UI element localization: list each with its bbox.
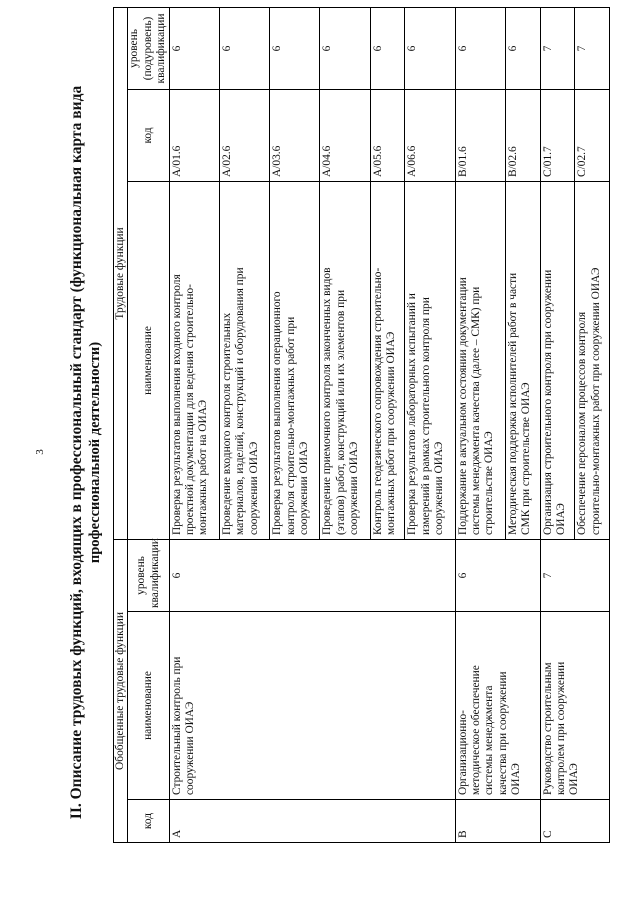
function-level: 6: [270, 7, 320, 89]
function-level: 7: [540, 7, 575, 89]
function-code: A/02.6: [219, 89, 269, 181]
function-code: C/01.7: [540, 89, 575, 181]
function-level: 6: [370, 7, 405, 89]
header-row-2: [128, 7, 169, 842]
table-row: [169, 7, 219, 842]
function-name: Проведение приемочного контроля законченных видов (этапов) работ, конструкций или их элементов при сооружении ОИАЭ: [320, 181, 370, 539]
function-level: 6: [320, 7, 370, 89]
table-row: [540, 7, 575, 842]
group-level: 7: [540, 539, 609, 611]
function-code: C/02.7: [575, 89, 610, 181]
function-code: A/06.6: [405, 89, 455, 181]
header-row-1: [114, 7, 128, 842]
group-name: Строительный контроль при сооружении ОИАЭ: [169, 612, 455, 800]
function-name: Поддержание в актуальном состоянии документации системы менеджмента качества (далее – СМК) при строительстве ОИАЭ: [455, 181, 505, 539]
function-name: Проверка результатов выполнения входного контроля проектной документации для ведения строительно- монтажных работ на ОИАЭ: [169, 181, 219, 539]
function-name: Контроль геодезического сопровождения строительно- монтажных работ при сооружении ОИАЭ: [370, 181, 405, 539]
header-gen-code: код: [128, 800, 169, 843]
function-name: Организация строительного контроля при сооружении ОИАЭ: [540, 181, 575, 539]
header-gen-level: уровень квалификации: [128, 539, 169, 611]
function-code: A/03.6: [270, 89, 320, 181]
function-name: Методическая поддержка исполнителей работ в части СМК при строительстве ОИАЭ: [505, 181, 540, 539]
functional-map-table: [113, 7, 610, 843]
header-gen-name: наименование: [128, 612, 169, 800]
function-level: 6: [169, 7, 219, 89]
table-row: [455, 7, 505, 842]
function-name: Проверка результатов выполнения операционного контроля строительно-монтажных работ при сооружении ОИАЭ: [270, 181, 320, 539]
header-lab-level: уровень (подуровень) квалификации: [128, 7, 169, 89]
header-lab-name: наименование: [128, 181, 169, 539]
function-code: B/01.6: [455, 89, 505, 181]
header-lab-code: код: [128, 89, 169, 181]
title-line-1: II. Описание трудовых функций, входящих в профессиональный стандарт (функциональная карта вида: [68, 85, 85, 820]
function-name: Проведение входного контроля строительных материалов, изделий, конструкций и оборудования при сооружении ОИАЭ: [219, 181, 269, 539]
function-level: 6: [505, 7, 540, 89]
page-number: 3: [34, 449, 46, 455]
function-code: A/05.6: [370, 89, 405, 181]
function-name: Обеспечение персоналом процессов контроля строительно-монтажных работ при сооружении ОИАЭ: [575, 181, 610, 539]
group-name: Руководство строительным контролем при сооружении ОИАЭ: [540, 612, 609, 800]
section-title: [68, 0, 104, 905]
header-generalized-functions: Обобщенные трудовые функции: [114, 539, 128, 842]
function-code: A/01.6: [169, 89, 219, 181]
title-line-2: профессиональной деятельности): [87, 341, 103, 564]
function-name: Проверка результатов лабораторных испытаний и измерений в рамках строительного контроля при сооружении ОИАЭ: [405, 181, 455, 539]
function-code: B/02.6: [505, 89, 540, 181]
function-level: 6: [405, 7, 455, 89]
function-level: 7: [575, 7, 610, 89]
group-code: B: [455, 800, 540, 843]
header-labor-functions: Трудовые функции: [114, 7, 128, 539]
group-name: Организационно- методическое обеспечение системы менеджмента качества при сооружении ОИАЭ: [455, 612, 540, 800]
group-level: 6: [169, 539, 455, 611]
group-code: A: [169, 800, 455, 843]
function-code: A/04.6: [320, 89, 370, 181]
function-level: 6: [219, 7, 269, 89]
group-level: 6: [455, 539, 540, 611]
group-code: C: [540, 800, 609, 843]
function-level: 6: [455, 7, 505, 89]
